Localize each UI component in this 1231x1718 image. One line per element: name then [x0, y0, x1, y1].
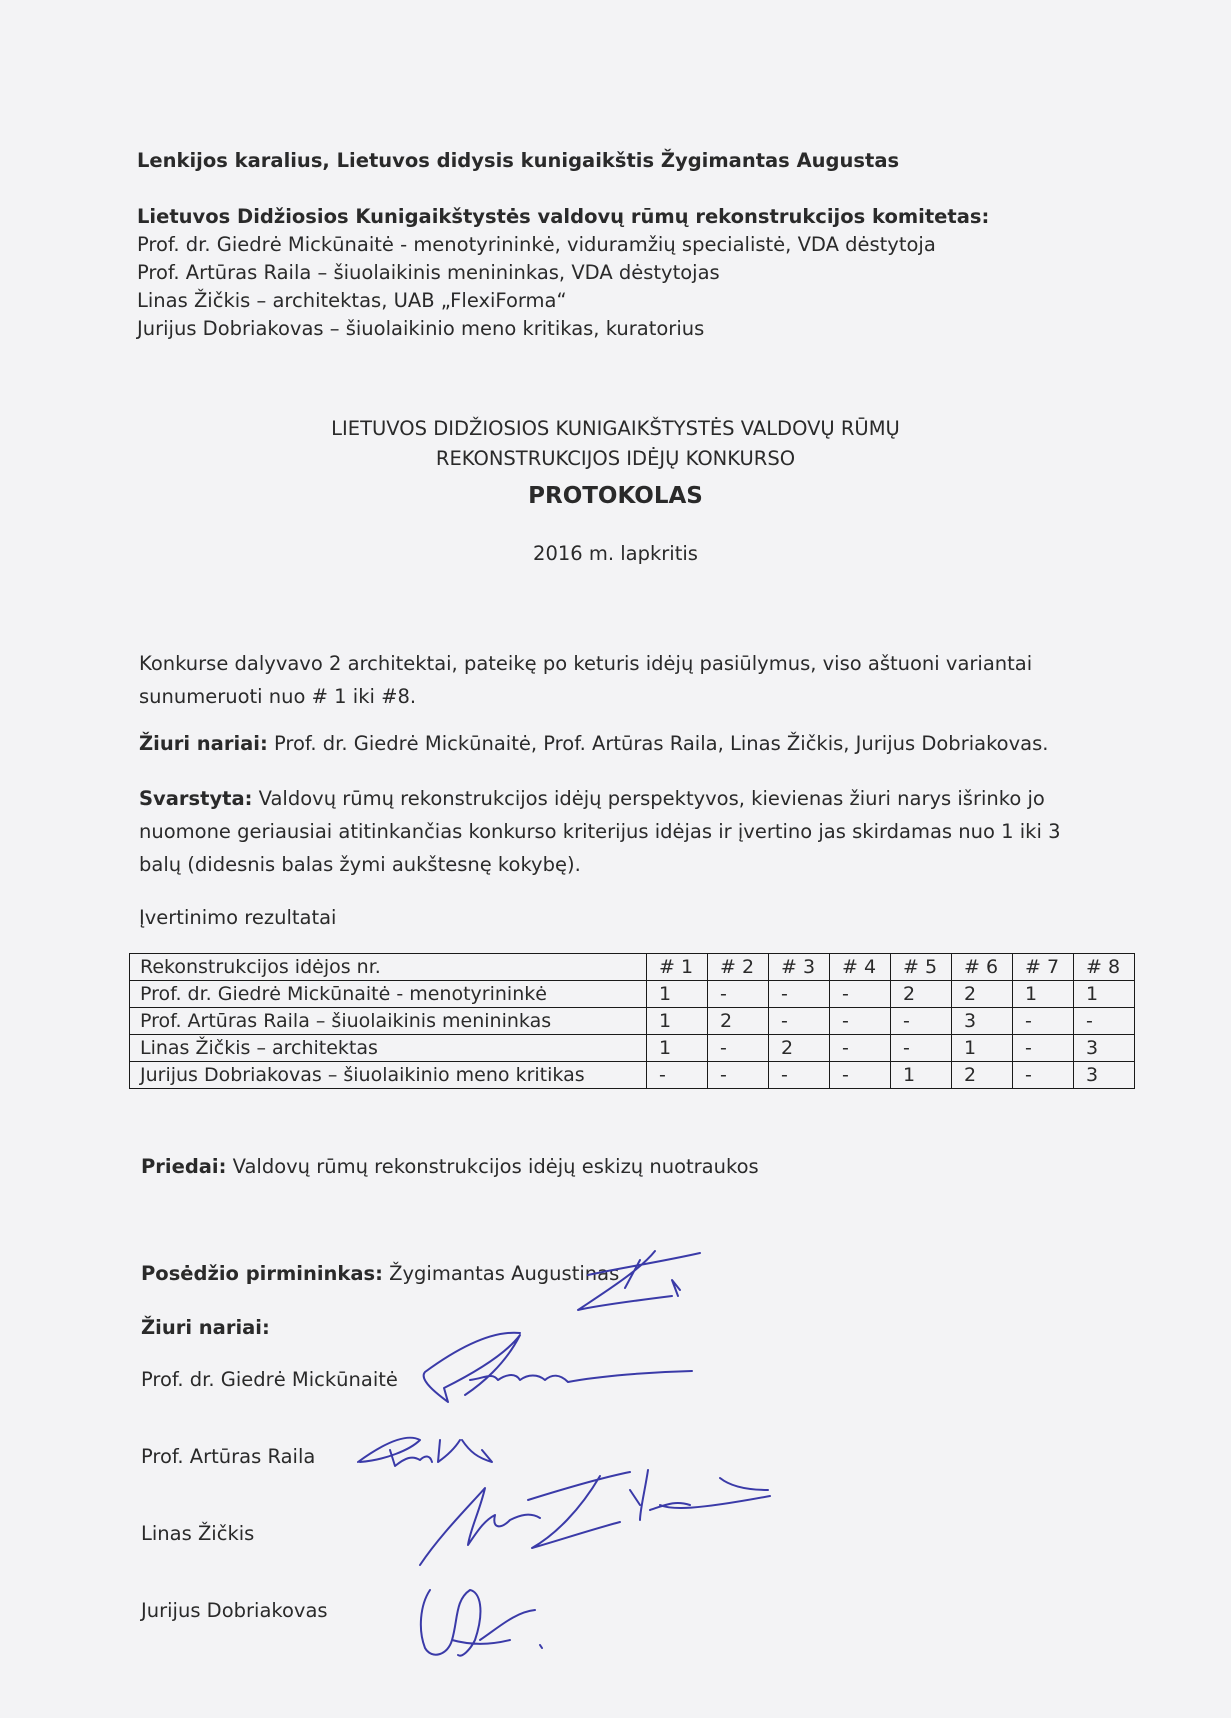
table-cell: -	[769, 1062, 830, 1089]
table-cell: Linas Žičkis – architektas	[130, 1035, 647, 1062]
table-cell: -	[891, 1035, 952, 1062]
table-cell: -	[830, 981, 891, 1008]
chair-label: Posėdžio pirmininkas:	[141, 1262, 383, 1285]
king-line: Lenkijos karalius, Lietuvos didysis kunigaikštis Žygimantas Augustas	[137, 149, 900, 172]
table-cell: 2	[708, 1008, 769, 1035]
table-cell: -	[1013, 1008, 1074, 1035]
signatory-name: Jurijus Dobriakovas	[141, 1599, 328, 1622]
title-line-1: LIETUVOS DIDŽIOSIOS KUNIGAIKŠTYSTĖS VALDOVŲ RŪMŲ	[331, 417, 900, 440]
title-line-2: REKONSTRUKCIJOS IDĖJŲ KONKURSO	[435, 447, 796, 470]
table-cell: -	[830, 1035, 891, 1062]
table-header-cell: # 6	[952, 954, 1013, 981]
table-header-cell: # 3	[769, 954, 830, 981]
table-cell: -	[830, 1008, 891, 1035]
signatory-name: Prof. Artūras Raila	[141, 1445, 316, 1468]
table-cell: -	[708, 1035, 769, 1062]
committee-title: Lietuvos Didžiosios Kunigaikštystės valdovų rūmų rekonstrukcijos komitetas:	[137, 205, 990, 228]
table-cell: 1	[1074, 981, 1135, 1008]
considered-label: Svarstyta:	[139, 787, 253, 810]
table-header-cell: # 8	[1074, 954, 1135, 981]
protocol-title: PROTOKOLAS	[528, 483, 703, 509]
table-cell: -	[891, 1008, 952, 1035]
committee-member: Linas Žičkis – architektas, UAB „FlexiForma“	[137, 289, 567, 312]
table-header-cell: # 1	[647, 954, 708, 981]
document-date: 2016 m. lapkritis	[533, 542, 698, 565]
table-cell: -	[830, 1062, 891, 1089]
table-cell: 1	[647, 981, 708, 1008]
table-cell: Prof. Artūras Raila – šiuolaikinis menininkas	[130, 1008, 647, 1035]
signatory-name: Prof. dr. Giedrė Mickūnaitė	[141, 1368, 398, 1391]
table-header-cell: # 2	[708, 954, 769, 981]
table-cell: 1	[647, 1035, 708, 1062]
considered-text: Valdovų rūmų rekonstrukcijos idėjų perspektyvos, kievienas žiuri narys išrinko jo nuomone geriausiai atitinkančias konkurso kriterijus idėjas ir įvertino jas skirdamas nuo 1 iki 3 balų (didesnis balas žymi aukštesnę kokybę).	[139, 787, 1061, 876]
table-cell: -	[1074, 1008, 1135, 1035]
mickunaite-signature	[424, 1333, 692, 1402]
table-cell: 2	[952, 1062, 1013, 1089]
table-cell: 2	[952, 981, 1013, 1008]
intro-paragraph: Konkurse dalyvavo 2 architektai, pateikę po keturis idėjų pasiūlymus, viso aštuoni variantai sunumeruoti nuo # 1 iki #8.	[139, 652, 1033, 708]
chair-name: Žygimantas Augustinas	[382, 1262, 620, 1285]
zickis-signature	[420, 1470, 770, 1565]
table-header-cell: # 7	[1013, 954, 1074, 981]
jury-label: Žiuri nariai:	[139, 732, 268, 755]
table-cell: 2	[769, 1035, 830, 1062]
signatory-name: Linas Žičkis	[141, 1522, 255, 1545]
jury-signatures-label: Žiuri nariai:	[141, 1316, 270, 1339]
table-cell: 3	[1074, 1062, 1135, 1089]
jury-text: Prof. dr. Giedrė Mickūnaitė, Prof. Artūras Raila, Linas Žičkis, Jurijus Dobriakovas.	[267, 732, 1049, 755]
table-cell: -	[1013, 1062, 1074, 1089]
table-cell: -	[708, 981, 769, 1008]
table-cell: Prof. dr. Giedrė Mickūnaitė - menotyrininkė	[130, 981, 647, 1008]
table-cell: Jurijus Dobriakovas – šiuolaikinio meno kritikas	[130, 1062, 647, 1089]
table-cell: 1	[1013, 981, 1074, 1008]
table-header-cell: # 5	[891, 954, 952, 981]
committee-member: Prof. Artūras Raila – šiuolaikinis menininkas, VDA dėstytojas	[137, 261, 720, 284]
committee-member: Jurijus Dobriakovas – šiuolaikinio meno kritikas, kuratorius	[137, 317, 705, 340]
table-cell: 3	[952, 1008, 1013, 1035]
annex-label: Priedai:	[141, 1155, 227, 1178]
table-header-cell: # 4	[830, 954, 891, 981]
committee-member: Prof. dr. Giedrė Mickūnaitė - menotyrininkė, viduramžių specialistė, VDA dėstytoja	[137, 233, 936, 256]
table-header-cell: Rekonstrukcijos idėjos nr.	[130, 954, 647, 981]
table-cell: -	[769, 981, 830, 1008]
dobriakovas-signature	[421, 1590, 542, 1656]
table-cell: 1	[647, 1008, 708, 1035]
table-cell: 2	[891, 981, 952, 1008]
table-cell: -	[647, 1062, 708, 1089]
table-cell: 1	[891, 1062, 952, 1089]
table-cell: -	[1013, 1035, 1074, 1062]
table-cell: 1	[952, 1035, 1013, 1062]
raila-signature	[358, 1438, 492, 1466]
annex-text: Valdovų rūmų rekonstrukcijos idėjų eskizų nuotraukos	[226, 1155, 759, 1178]
table-cell: -	[708, 1062, 769, 1089]
results-heading: Įvertinimo rezultatai	[139, 906, 337, 929]
table-cell: 3	[1074, 1035, 1135, 1062]
chair-signature	[578, 1251, 700, 1310]
table-cell: -	[769, 1008, 830, 1035]
